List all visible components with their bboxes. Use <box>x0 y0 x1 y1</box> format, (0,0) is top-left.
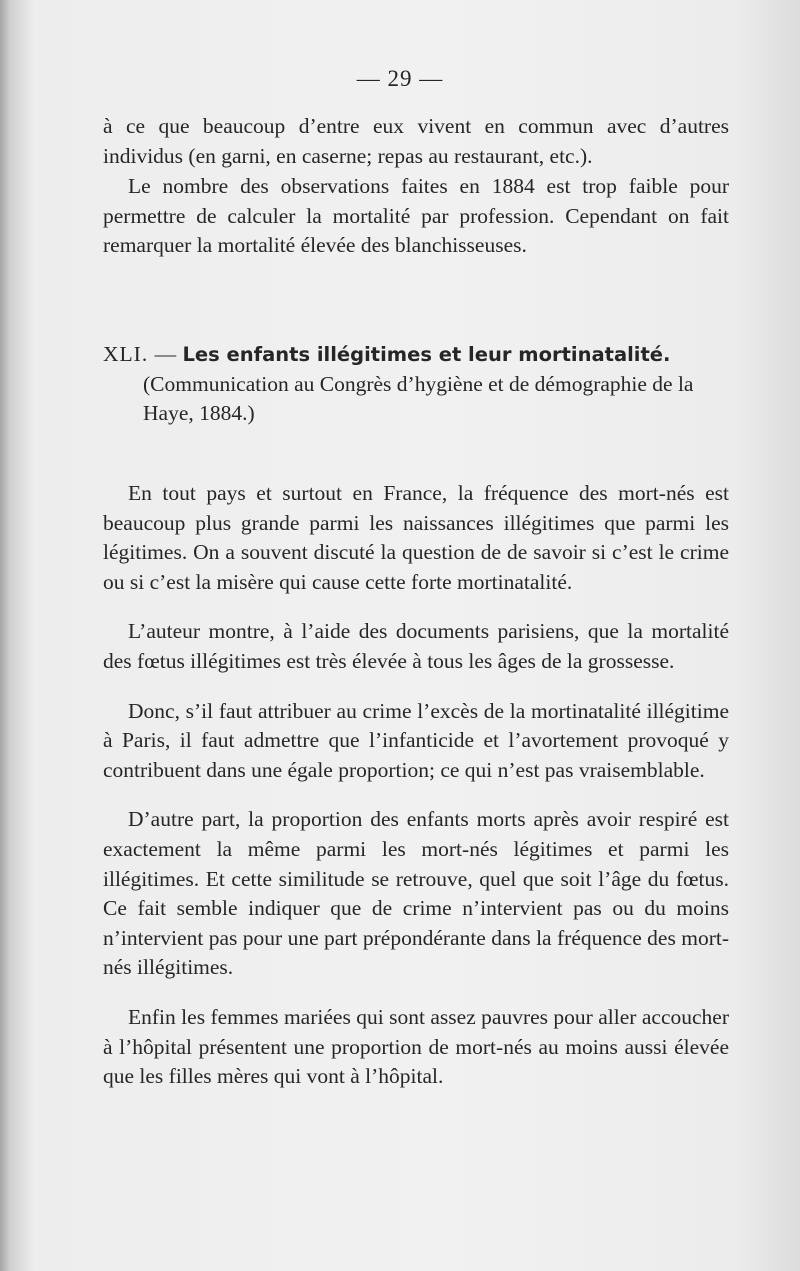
section-heading <box>103 340 729 429</box>
body-paragraph: En tout pays et surtout en France, la fréquence des mort-nés est beaucoup plus grande parmi les naissances illégitimes que parmi les légitimes. On a souvent discuté la question de de savoir si c’est le crime ou si c’est la misère qui cause cette forte mortinatalité. <box>103 481 729 594</box>
page-number: — 29 — <box>356 66 444 91</box>
body-paragraph: Donc, s’il faut attribuer au crime l’excès de la mortinatalité illégitime à Paris, il faut admettre que l’infanticide et l’avortement provoqué y contribuent dans une égale proportion; ce qui n’est pas vraisemblable. <box>103 698 729 782</box>
body-paragraph: D’autre part, la proportion des enfants morts après avoir respiré est exactement la même parmi les mort-nés légitimes et parmi les illégitimes. Et cette similitude se retrouve, quel que soit l’âge du fœtus. Ce fait semble indiquer que de crime n’intervient pas ou du moins n’intervient pas pour une part prépondérante dans la fréquence des mort-nés illégitimes. <box>103 807 729 980</box>
paragraph-observations: Le nombre des observations faites en 1884 est trop faible pour permettre de calculer la mortalité par profession. Cependant on fait remarquer la mortalité élevée des blanchisseuses. <box>103 174 729 258</box>
body-paragraph: Enfin les femmes mariées qui sont assez pauvres pour aller accoucher à l’hôpital présentent une proportion de mort-nés au moins aussi élevée que les filles mères qui vont à l’hôpital. <box>103 1004 729 1089</box>
paragraph-continued: à ce que beaucoup d’entre eux vivent en commun avec d’autres individus (en garni, en caserne; repas au restaurant, etc.). <box>103 114 729 168</box>
section-body <box>103 479 729 1112</box>
body-paragraph: L’auteur montre, à l’aide des documents parisiens, que la mortalité des fœtus illégitimes est très élevée à tous les âges de la grossesse. <box>103 619 729 673</box>
section-title: Les enfants illégitimes et leur mortinatalité. <box>182 343 671 366</box>
section-subtitle: (Communication au Congrès d’hygiène et de démographie de la Haye, 1884.) <box>143 371 694 426</box>
section-number: XLI. — <box>103 342 178 366</box>
